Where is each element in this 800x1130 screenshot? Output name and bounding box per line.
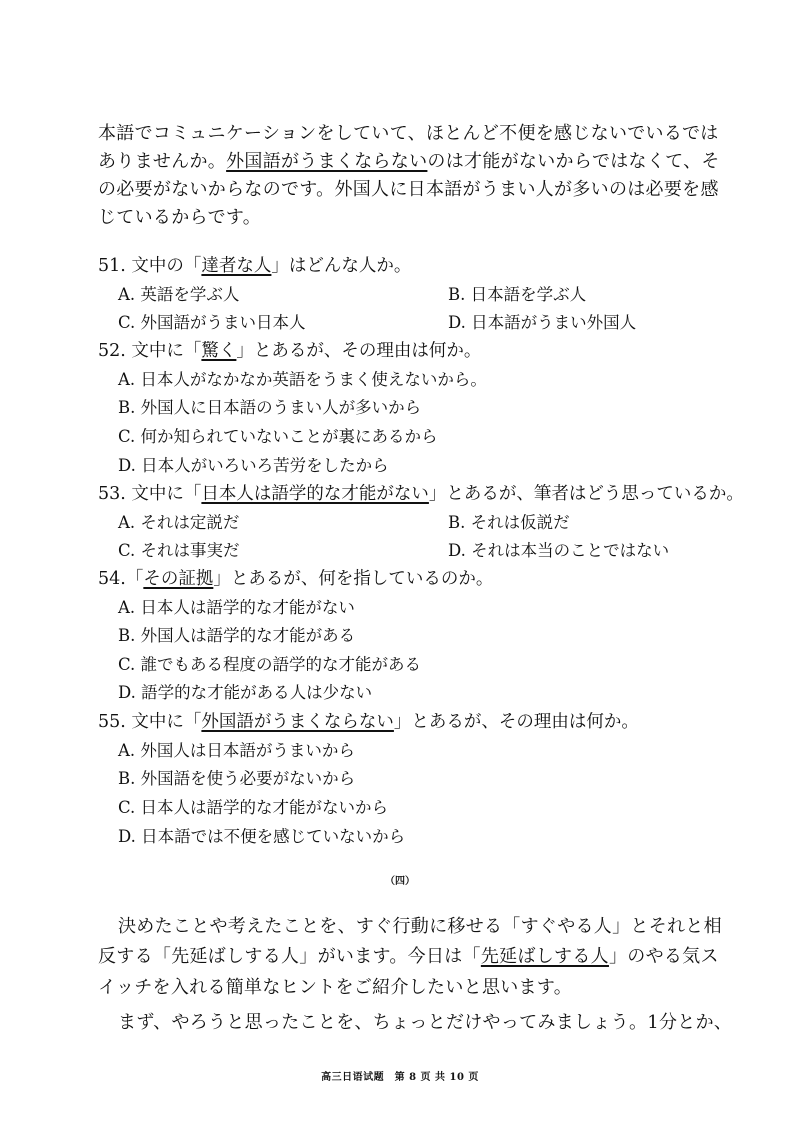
q54-option-c: C. 誰でもある程度の語学的な才能がある <box>118 655 422 674</box>
question-55-stem <box>98 709 639 735</box>
stem-text: 」とあるが、何を指しているのか。 <box>213 569 494 589</box>
passage-text: の必要がないからなのです。外国人に日本語がうまい人が多いのは必要を感 <box>98 179 719 200</box>
q55-option-d: D. 日本語では不便を感じていないから <box>118 827 406 846</box>
q53-option-d: D. それは本当のことではない <box>448 541 670 560</box>
stem-text: 」とあるが、筆者はどう思っているか。 <box>428 484 744 504</box>
underlined-phrase: 驚く <box>201 341 237 361</box>
underlined-phrase: 達者な人 <box>201 256 272 276</box>
passage-text: 」のやる気ス <box>608 946 719 967</box>
q55-option-a: A. 外国人は日本語がうまいから <box>118 741 355 760</box>
q51-option-a: A. 英語を学ぶ人 <box>118 285 240 304</box>
q53-option-c: C. それは事実だ <box>118 541 240 560</box>
underlined-phrase: 先延ばしする人 <box>480 946 609 967</box>
q52-option-d: D. 日本人がいろいろ苦労をしたから <box>118 456 389 475</box>
question-54-stem <box>98 566 493 592</box>
underlined-phrase: 外国語がうまくならない <box>201 712 394 732</box>
passage2-line-4: まず、やろうと思ったことを、ちょっとだけやってみましょう。1分とか、 <box>118 1012 733 1033</box>
stem-text: 」とあるが、その理由は何か。 <box>393 712 639 732</box>
stem-text: 51. 文中の「 <box>98 256 202 276</box>
section-title: （四） <box>385 876 415 887</box>
underlined-phrase: その証拠 <box>143 569 214 589</box>
passage-text: のは才能がないからではなくて、そ <box>427 151 720 172</box>
passage2-line-3: イッチを入れる簡単なヒントをご紹介したいと思います。 <box>98 977 572 998</box>
q51-option-b: B. 日本語を学ぶ人 <box>448 285 587 304</box>
underlined-phrase: 日本人は語学的な才能がない <box>201 484 429 504</box>
passage-text: じているからです。 <box>98 207 262 228</box>
passage-line-2 <box>98 149 720 175</box>
question-51-stem <box>98 253 411 279</box>
passage-line-3 <box>98 177 719 203</box>
stem-text: 」はどんな人か。 <box>271 256 412 276</box>
q53-option-a: A. それは定説だ <box>118 513 240 532</box>
page-footer: 高三日语试题 第 8 页 共 10 页 <box>321 1072 479 1083</box>
q52-option-c: C. 何か知られていないことが裏にあるから <box>118 427 438 446</box>
q51-option-c: C. 外国語がうまい日本人 <box>118 313 306 332</box>
underlined-phrase: 外国語がうまくならない <box>226 151 428 172</box>
q51-option-d: D. 日本語がうまい外国人 <box>448 313 637 332</box>
passage-text: ありませんか。 <box>98 151 227 172</box>
stem-text: 53. 文中に「 <box>98 484 202 504</box>
stem-text: 55. 文中に「 <box>98 712 202 732</box>
passage-line-1 <box>98 121 719 147</box>
q54-option-a: A. 日本人は語学的な才能がない <box>118 598 355 617</box>
q52-option-b: B. 外国人に日本語のうまい人が多いから <box>118 398 422 417</box>
question-52-stem <box>98 338 481 364</box>
stem-text: 52. 文中に「 <box>98 341 202 361</box>
q55-option-c: C. 日本人は語学的な才能がないから <box>118 798 389 817</box>
passage-line-4 <box>98 205 261 231</box>
q54-option-d: D. 語学的な才能がある人は少ない <box>118 683 373 702</box>
passage2-line-1: 決めたことや考えたことを、すぐ行動に移せる「すぐやる人」とそれと相 <box>118 916 722 937</box>
passage-text: 本語でコミュニケーションをしていて、ほとんど不便を感じないでいるでは <box>98 123 719 144</box>
q55-option-b: B. 外国語を使う必要がないから <box>118 769 356 788</box>
question-53-stem <box>98 481 744 507</box>
stem-text: 54.「 <box>98 569 144 589</box>
q53-option-b: B. それは仮説だ <box>448 513 570 532</box>
passage2-line-2 <box>98 944 719 970</box>
stem-text: 」とあるが、その理由は何か。 <box>236 341 482 361</box>
q52-option-a: A. 日本人がなかなか英語をうまく使えないから。 <box>118 370 487 389</box>
q54-option-b: B. 外国人は語学的な才能がある <box>118 626 356 645</box>
passage-text: 反する「先延ばしする人」がいます。今日は「 <box>98 946 481 967</box>
